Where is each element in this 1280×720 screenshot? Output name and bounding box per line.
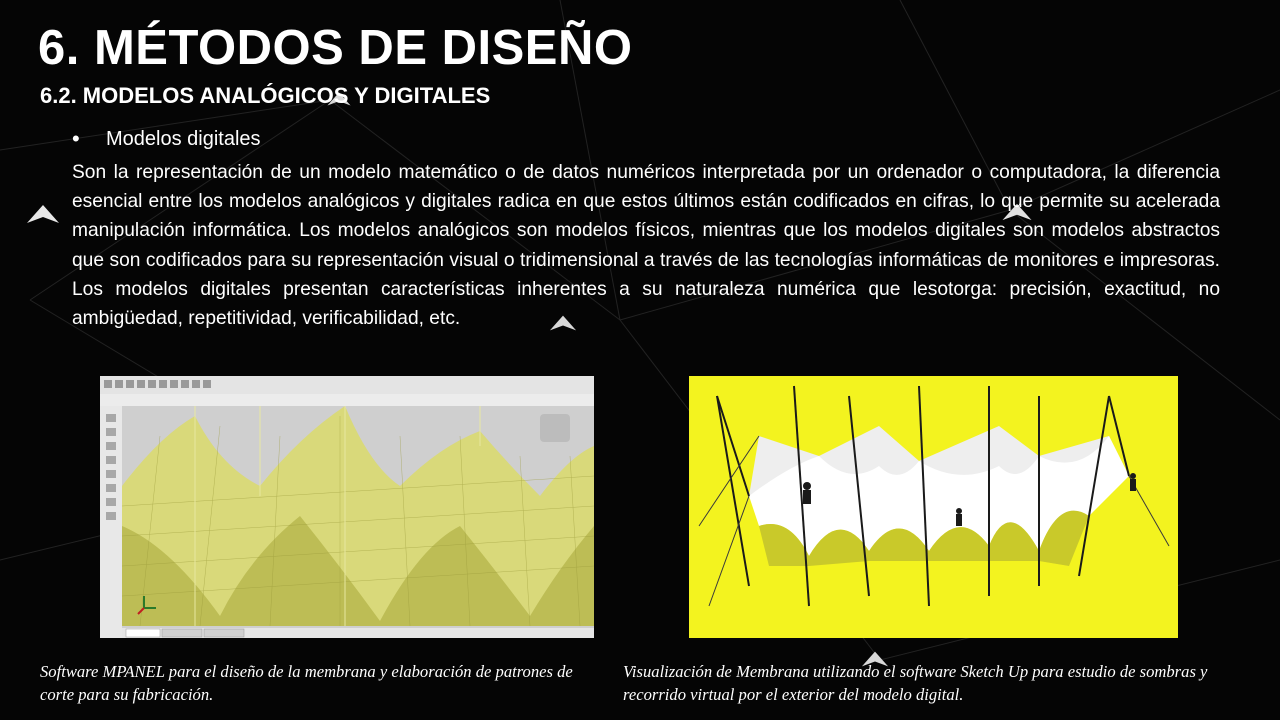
body-paragraph: Son la representación de un modelo matemático o de datos numéricos interpretada por un ordenador o computadora, la diferencia esencial entre los modelos analógicos y digitales radica en que estos últimos están codificados en cifras, lo que permite su acelerada manipulación informática. Los modelos analógicos son modelos físicos, mientras que los modelos digitales son modelos abstractos que son codificados para su representación visual o tridimensional a través de las tecnologías informáticas de monitores e impresoras. Los modelos digitales presentan características inherentes a su naturaleza numérica que lesotorga: precisión, exactitud, no ambigüedad, repetitividad, verificabilidad, etc. bbox=[72, 162, 1220, 330]
caption-right: Visualización de Membrana utilizando el software Sketch Up para estudio de sombras y recorrido virtual por el exterior del modelo digital. bbox=[623, 662, 1208, 704]
bullet-item bbox=[72, 126, 261, 152]
caption-left: Software MPANEL para el diseño de la membrana y elaboración de patrones de corte para su fabricación. bbox=[40, 662, 573, 704]
slide-title: 6. MÉTODOS DE DISEÑO bbox=[38, 21, 633, 75]
bullet-heading: Modelos digitales bbox=[106, 127, 261, 150]
slide-subtitle: 6.2. MODELOS ANALÓGICOS Y DIGITALES bbox=[40, 83, 491, 108]
bullet-marker: • bbox=[72, 126, 80, 151]
chevron-up-icon bbox=[25, 203, 61, 225]
sketchup-render bbox=[689, 376, 1178, 638]
mpanel-screenshot bbox=[100, 376, 594, 638]
